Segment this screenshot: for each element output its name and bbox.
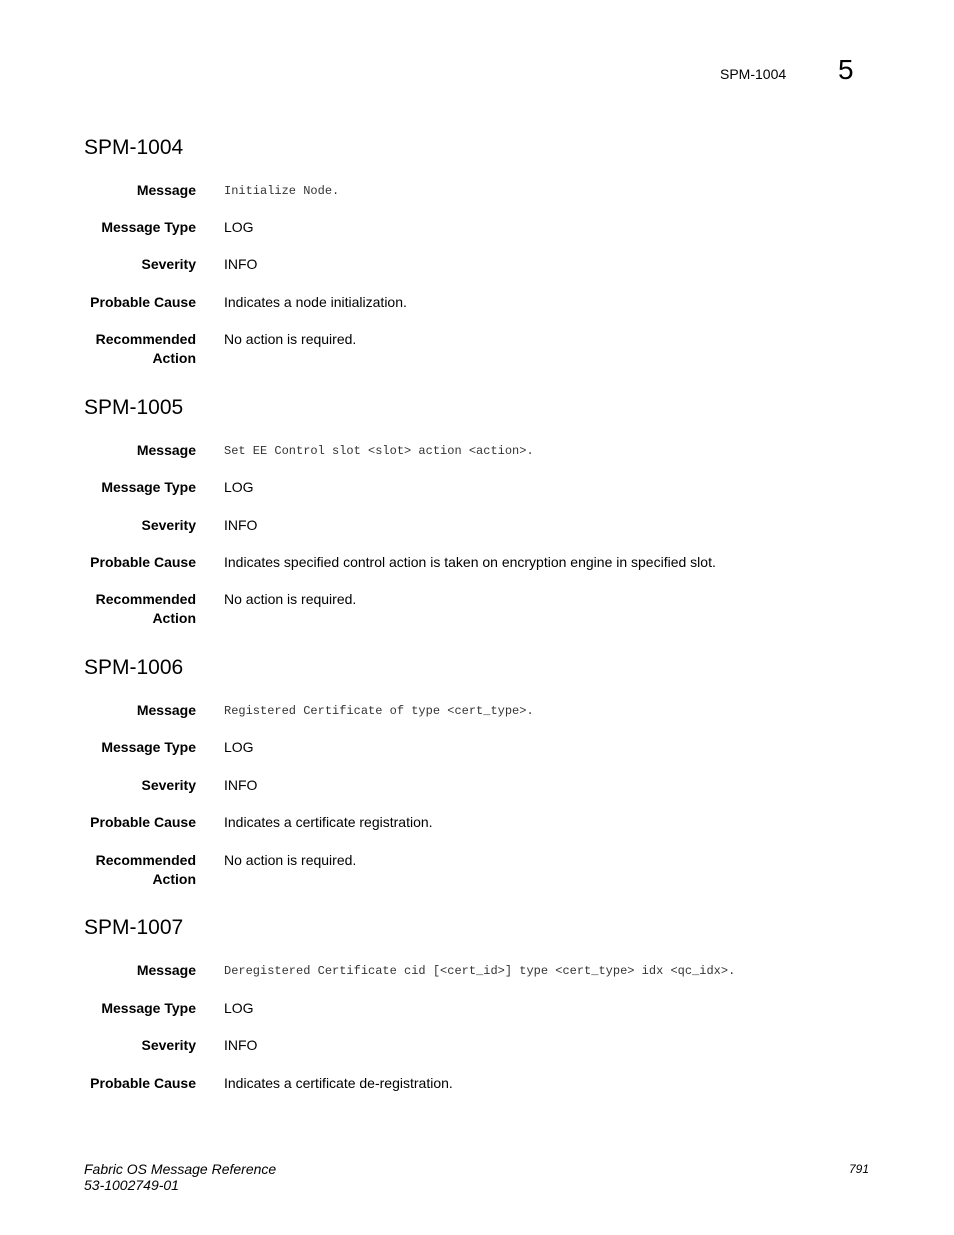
message-type-label: Message Type xyxy=(101,1000,196,1016)
message-type-value: LOG xyxy=(224,479,254,495)
recommended-action-label xyxy=(66,590,196,628)
severity-value: INFO xyxy=(224,777,258,793)
severity-label: Severity xyxy=(141,517,196,533)
message-text: Initialize Node. xyxy=(224,184,340,198)
running-head-title: SPM-1004 xyxy=(720,66,787,82)
section-heading: SPM-1007 xyxy=(84,916,184,939)
recommended-action-label-line2: Action xyxy=(152,610,196,626)
recommended-action-label-line2: Action xyxy=(152,871,196,887)
recommended-action-label-line1: Recommended xyxy=(95,591,196,607)
recommended-action-label xyxy=(66,330,196,368)
section-heading: SPM-1004 xyxy=(84,136,184,159)
page-number: 791 xyxy=(849,1162,870,1176)
message-label: Message xyxy=(136,442,196,458)
message-type-label: Message Type xyxy=(101,219,196,235)
severity-label: Severity xyxy=(141,256,196,272)
message-type-value: LOG xyxy=(224,739,254,755)
recommended-action-value: No action is required. xyxy=(224,331,357,347)
probable-cause-label: Probable Cause xyxy=(90,554,196,570)
section-heading: SPM-1006 xyxy=(84,656,184,679)
recommended-action-label-line1: Recommended xyxy=(95,852,196,868)
page-footer xyxy=(84,1161,276,1193)
probable-cause-value: Indicates a node initialization. xyxy=(224,294,407,310)
recommended-action-label-line1: Recommended xyxy=(95,331,196,347)
document-number: 53-1002749-01 xyxy=(84,1177,179,1193)
probable-cause-value: Indicates a certificate de-registration. xyxy=(224,1075,453,1091)
probable-cause-value: Indicates specified control action is taken on encryption engine in specified slot. xyxy=(224,554,716,570)
recommended-action-label-line2: Action xyxy=(152,350,196,366)
severity-value: INFO xyxy=(224,517,258,533)
section-heading: SPM-1005 xyxy=(84,396,184,419)
probable-cause-label: Probable Cause xyxy=(90,814,196,830)
message-label: Message xyxy=(136,962,196,978)
chapter-number: 5 xyxy=(838,54,854,85)
probable-cause-value: Indicates a certificate registration. xyxy=(224,814,433,830)
book-title: Fabric OS Message Reference xyxy=(84,1161,277,1177)
message-type-label: Message Type xyxy=(101,739,196,755)
severity-value: INFO xyxy=(224,256,258,272)
message-type-label: Message Type xyxy=(101,479,196,495)
severity-label: Severity xyxy=(141,777,196,793)
message-text: Registered Certificate of type <cert_type>. xyxy=(224,704,534,718)
recommended-action-value: No action is required. xyxy=(224,591,357,607)
message-text: Set EE Control slot <slot> action <action>. xyxy=(224,444,534,458)
severity-value: INFO xyxy=(224,1037,258,1053)
recommended-action-value: No action is required. xyxy=(224,852,357,868)
message-text: Deregistered Certificate cid [<cert_id>] type <cert_type> idx <qc_idx>. xyxy=(224,964,736,978)
message-label: Message xyxy=(136,182,196,198)
probable-cause-label: Probable Cause xyxy=(90,294,196,310)
recommended-action-label xyxy=(66,851,196,889)
message-type-value: LOG xyxy=(224,219,254,235)
probable-cause-label: Probable Cause xyxy=(90,1075,196,1091)
message-type-value: LOG xyxy=(224,1000,254,1016)
severity-label: Severity xyxy=(141,1037,196,1053)
message-label: Message xyxy=(136,702,196,718)
